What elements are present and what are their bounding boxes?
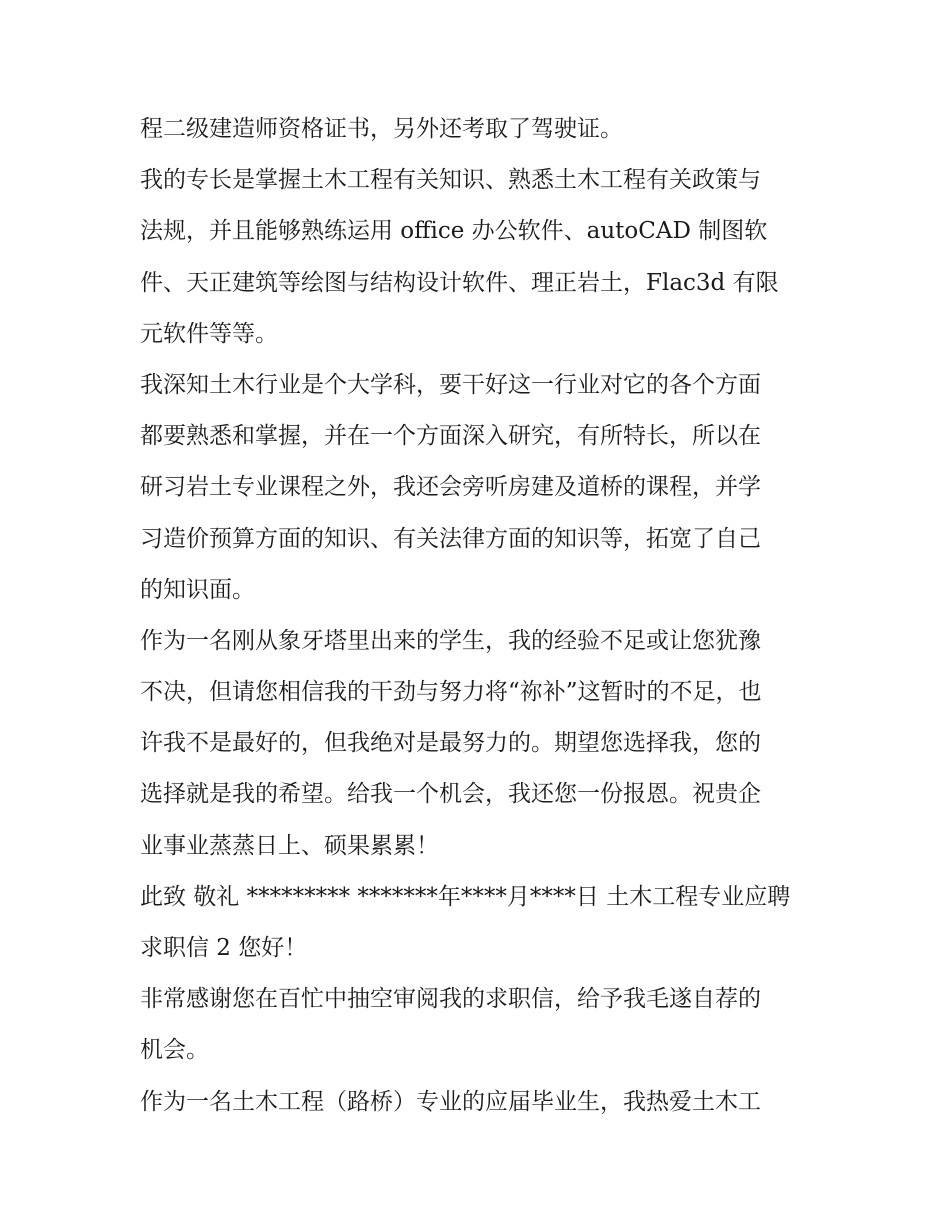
text-line: 选择就是我的希望。给我一个机会，我还您一份报恩。祝贵企 xyxy=(140,781,761,808)
text-line: 许我不是最好的，但我绝对是最努力的。期望您选择我，您的 xyxy=(140,730,761,757)
text-line: 求职信 2 您好！ xyxy=(140,935,308,961)
text-line: 此致 敬礼 ********* *******年****月****日 土木工程专业应聘 xyxy=(140,883,791,910)
text-line: 研习岩土专业课程之外，我还会旁听房建及道桥的课程，并学 xyxy=(140,474,761,501)
text-line: 作为一名刚从象牙塔里出来的学生，我的经验不足或让您犹豫 xyxy=(140,627,761,654)
document-body xyxy=(140,104,820,1128)
text-line: 的知识面。 xyxy=(140,576,255,603)
text-line: 件、天正建筑等绘图与结构设计软件、理正岩土，Flac3d 有限 xyxy=(140,269,779,296)
text-line: 元软件等等。 xyxy=(140,320,278,347)
text-line: 程二级建造师资格证书，另外还考取了驾驶证。 xyxy=(140,116,623,142)
text-line: 都要熟悉和掌握，并在一个方面深入研究，有所特长，所以在 xyxy=(140,423,761,450)
text-line: 习造价预算方面的知识、有关法律方面的知识等，拓宽了自己 xyxy=(140,525,761,552)
text-line: 不决，但请您相信我的干劲与努力将“祢补”这暂时的不足，也 xyxy=(140,679,762,706)
text-line: 业事业蒸蒸日上、硕果累累！ xyxy=(140,832,439,859)
text-line: 我深知土木行业是个大学科，要干好这一行业对它的各个方面 xyxy=(140,371,761,398)
text-line: 法规，并且能够熟练运用 office 办公软件、autoCAD 制图软 xyxy=(140,218,768,245)
text-line: 我的专长是掌握土木工程有关知识、熟悉土木工程有关政策与 xyxy=(140,167,761,194)
text-line: 非常感谢您在百忙中抽空审阅我的求职信，给予我毛遂自荐的 xyxy=(140,986,761,1013)
text-line: 作为一名土木工程（路桥）专业的应届毕业生，我热爱土木工 xyxy=(140,1088,761,1115)
text-line: 机会。 xyxy=(140,1037,209,1064)
